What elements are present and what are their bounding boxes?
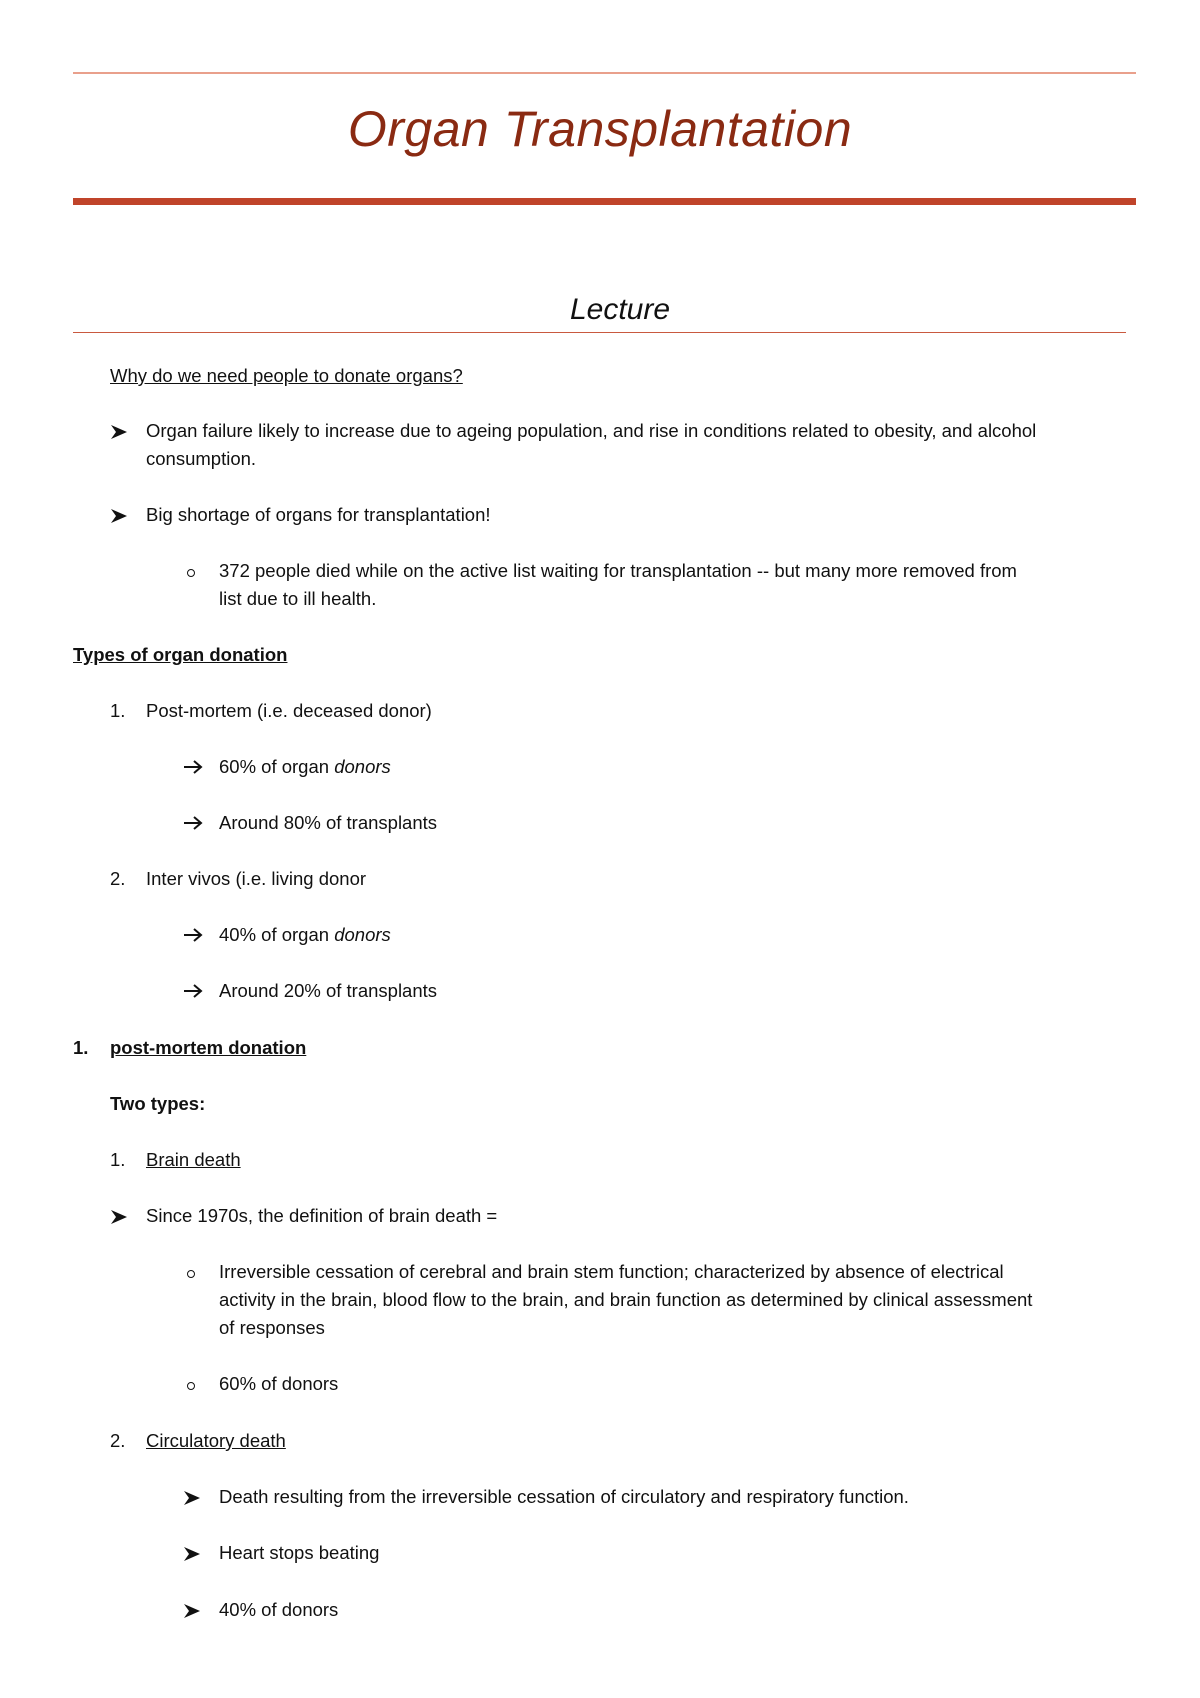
arrow-item: Around 80% of transplants: [219, 812, 438, 833]
bullet-text: Heart stops beating: [219, 1542, 380, 1563]
section-number: 1.: [73, 1037, 89, 1058]
chevron-arrowhead-icon: [110, 424, 128, 440]
chevron-arrowhead-icon: [183, 1490, 201, 1506]
types-heading: Types of organ donation: [73, 644, 288, 665]
section-heading-lecture: Lecture: [569, 293, 671, 326]
bullet-text: Organ failure likely to increase due to ageing population, and rise in conditions related to obesity, and alcohol: [146, 420, 1037, 441]
list-number: 2.: [110, 1430, 126, 1451]
list-number: 1.: [110, 1149, 126, 1170]
subsection-heading: Brain death: [146, 1149, 241, 1170]
bullet-text: Since 1970s, the definition of brain death =: [146, 1205, 498, 1226]
bullet-text: consumption.: [146, 448, 257, 469]
right-arrow-icon: [183, 760, 203, 774]
circle-bullet-icon: [187, 1382, 195, 1390]
lecture-rule: [73, 332, 1126, 333]
arrow-item: 40% of organ donors: [219, 924, 391, 945]
title-underline: [73, 198, 1136, 205]
circle-bullet-icon: [187, 1270, 195, 1278]
sub-bullet-text: list due to ill health.: [219, 588, 377, 609]
list-item: Post-mortem (i.e. deceased donor): [146, 700, 432, 721]
list-number: 2.: [110, 868, 126, 889]
section-heading: post-mortem donation: [110, 1037, 307, 1058]
top-rule: [73, 72, 1136, 74]
chevron-arrowhead-icon: [183, 1546, 201, 1562]
right-arrow-icon: [183, 816, 203, 830]
right-arrow-icon: [183, 928, 203, 942]
question-heading: Why do we need people to donate organs?: [110, 365, 463, 386]
arrow-item: 60% of organ donors: [219, 756, 391, 777]
bullet-text: 40% of donors: [219, 1599, 339, 1620]
list-number: 1.: [110, 700, 126, 721]
chevron-arrowhead-icon: [110, 1209, 128, 1225]
sub-bullet-text: 372 people died while on the active list waiting for transplantation -- but many more removed from: [219, 560, 1017, 581]
arrow-item: Around 20% of transplants: [219, 980, 438, 1001]
sub-bullet-text: of responses: [219, 1317, 325, 1338]
two-types-label: Two types:: [110, 1093, 206, 1114]
sub-bullet-text: activity in the brain, blood flow to the brain, and brain function as determined by clinical assessment: [219, 1289, 1033, 1310]
sub-bullet-text: 60% of donors: [219, 1373, 339, 1394]
bullet-text: Death resulting from the irreversible cessation of circulatory and respiratory function.: [219, 1486, 909, 1507]
page-title: Organ Transplantation: [347, 101, 853, 157]
circle-bullet-icon: [187, 569, 195, 577]
right-arrow-icon: [183, 984, 203, 998]
chevron-arrowhead-icon: [110, 508, 128, 524]
subsection-heading: Circulatory death: [146, 1430, 286, 1451]
bullet-text: Big shortage of organs for transplantation!: [146, 504, 491, 525]
chevron-arrowhead-icon: [183, 1603, 201, 1619]
sub-bullet-text: Irreversible cessation of cerebral and brain stem function; characterized by absence of electrical: [219, 1261, 1004, 1282]
list-item: Inter vivos (i.e. living donor: [146, 868, 367, 889]
